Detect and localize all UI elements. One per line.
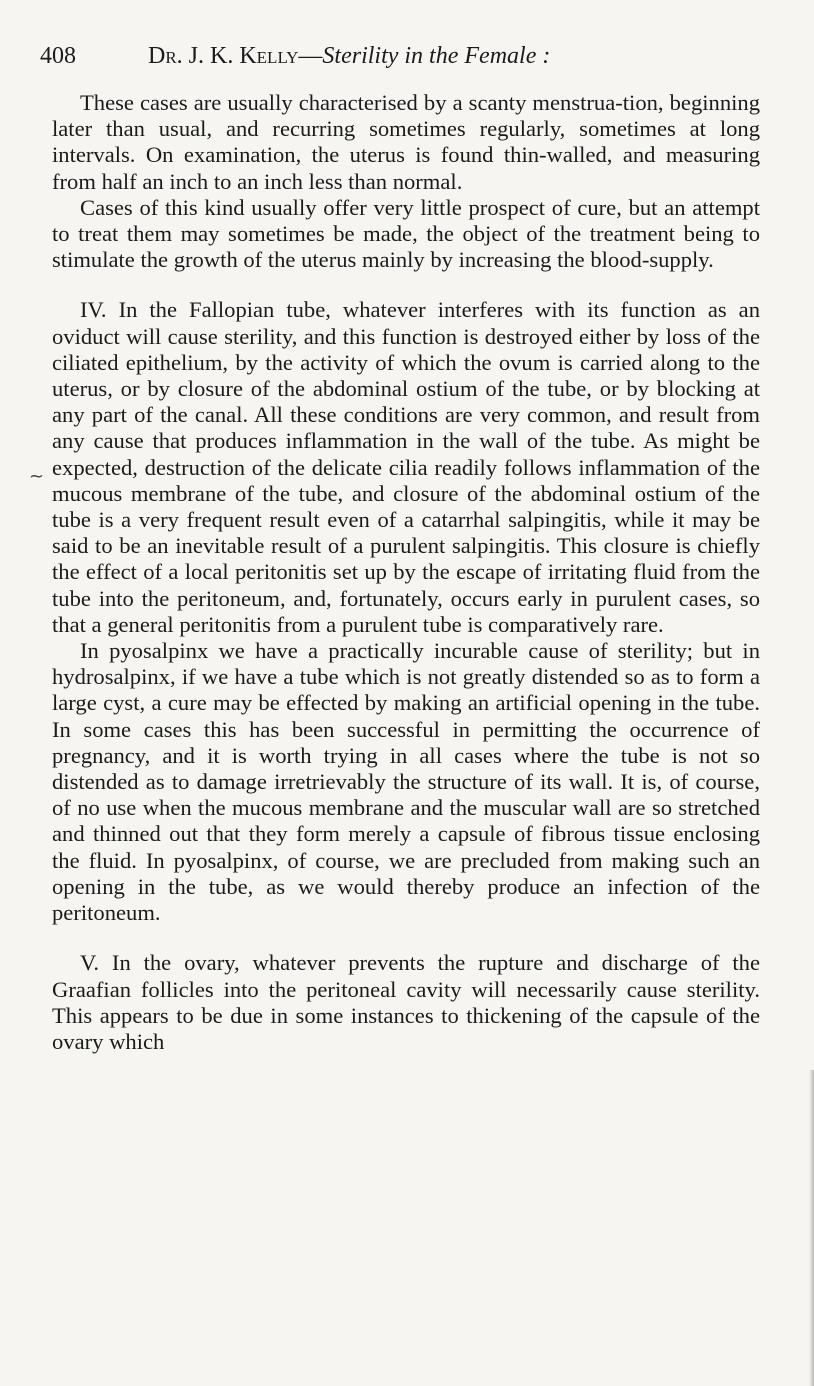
paragraph-pyosalpinx: In pyosalpinx we have a practically incurable cause of sterility; but in hydrosalpinx, if we have a tube which is not greatly distended so as to form a large cyst, a cure may be effected by making an artificial opening in the tube. In some cases this has been successful in permitting the occurrence of pregnancy, and it is worth trying in all cases where the tube is not so distended as to damage irretrievably the structure of its wall. It is, of course, of no use when the mucous membrane and the muscular wall are so stretched and thinned out that they form merely a capsule of fibrous tissue enclosing the fluid. In pyosalpinx, of course, we are precluded from making such an opening in the tube, as we would thereby produce an infection of the peritoneum. [52, 638, 760, 926]
paragraph-menstruation: These cases are usually characterised by a scanty menstrua-tion, beginning later than usual, and recurring sometimes regularly, sometimes at long intervals. On examination, the uterus is found thin-walled, and measuring from half an inch to an inch less than normal. [52, 90, 760, 194]
paragraph-fallopian-tube: IV. In the Fallopian tube, whatever interferes with its function as an oviduct will cause sterility, and this function is destroyed either by loss of the ciliated epithelium, by the activity of which the ovum is carried along to the uterus, or by closure of the abdominal ostium of the tube, or by blocking at any part of the canal. All these conditions are very common, and result from any cause that produces inflammation in the wall of the tube. As might be expected, destruction of the delicate cilia readily follows inflammation of the mucous membrane of the tube, and closure of the abdominal ostium of the tube is a very frequent result even of a catarrhal salpingitis, while it may be said to be an inevitable result of a purulent salpingitis. This closure is chiefly the effect of a local peritonitis set up by the escape of irritating fluid from the tube into the peritoneum, and, fortunately, occurs early in purulent cases, so that a general peritonitis from a purulent tube is comparatively rare. [52, 297, 760, 637]
author-name: Dr. J. K. Kelly [148, 43, 299, 69]
running-title [148, 40, 550, 72]
title-separator: — [298, 43, 323, 69]
paragraph-ovary: V. In the ovary, whatever prevents the rupture and discharge of the Graafian follicles into the peritoneal cavity will necessarily cause sterility. This appears to be due in some instances to thickening of the capsule of the ovary which [52, 950, 760, 1054]
paragraph-prognosis: Cases of this kind usually offer very little prospect of cure, but an attempt to treat them may sometimes be made, the object of the treatment being to stimulate the growth of the uterus mainly by increasing the blood-supply. [52, 194, 760, 273]
page-number: 408 [40, 43, 76, 69]
page-edge-shadow [809, 1070, 814, 1386]
article-title: Sterility in the Female : [322, 43, 551, 69]
margin-annotation: ~ [29, 466, 45, 487]
running-header [40, 40, 760, 72]
body-text [52, 90, 760, 1055]
